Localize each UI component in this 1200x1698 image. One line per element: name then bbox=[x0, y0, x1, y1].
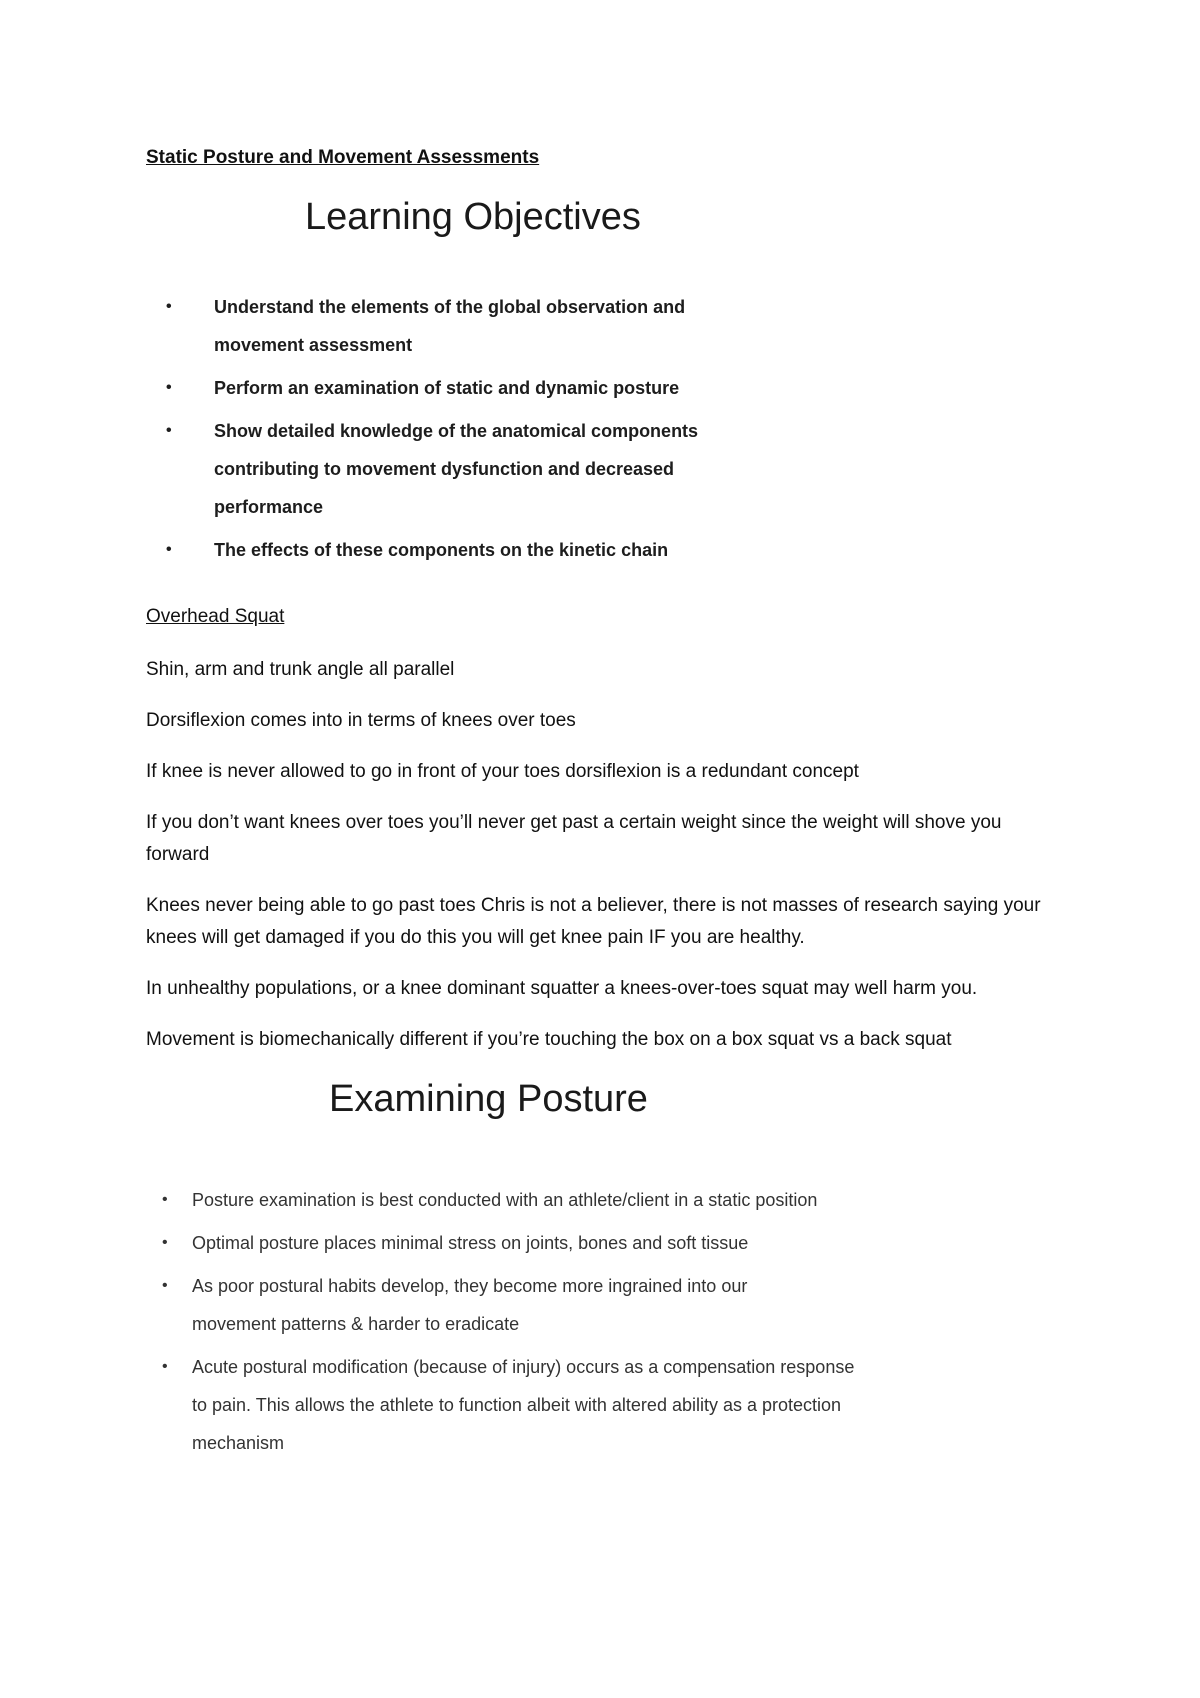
bullet-icon: • bbox=[166, 422, 172, 439]
list-item-text: Optimal posture places minimal stress on joints, bones and soft tissue bbox=[192, 1233, 749, 1253]
bullet-icon: • bbox=[162, 1234, 168, 1251]
paragraph: In unhealthy populations, or a knee dominant squatter a knees-over-toes squat may well harm you. bbox=[146, 978, 978, 999]
paragraph: Knees never being able to go past toes Chris is not a believer, there is not masses of research saying your knees will get damaged if you do this you will get knee pain IF you are healthy. bbox=[146, 895, 1041, 948]
overhead-squat-heading: Overhead Squat bbox=[146, 606, 285, 627]
list-item-text: Perform an examination of static and dynamic posture bbox=[214, 378, 680, 398]
list-item bbox=[166, 412, 754, 526]
paragraph: Shin, arm and trunk angle all parallel bbox=[146, 659, 455, 680]
bullet-icon: • bbox=[166, 298, 172, 315]
examining-posture-list bbox=[162, 1181, 862, 1467]
list-item-text: Acute postural modification (because of injury) occurs as a compensation response to pain. This allows the athlete to function albeit with altered ability as a protection mechanism bbox=[192, 1357, 855, 1453]
paragraph: Dorsiflexion comes into in terms of knees over toes bbox=[146, 710, 576, 731]
bullet-icon: • bbox=[162, 1191, 168, 1208]
list-item-text: The effects of these components on the kinetic chain bbox=[214, 540, 669, 560]
list-item bbox=[162, 1224, 862, 1262]
learning-objectives-list bbox=[166, 288, 726, 574]
paragraph: If knee is never allowed to go in front of your toes dorsiflexion is a redundant concept bbox=[146, 761, 859, 782]
list-item-text: Understand the elements of the global observation and movement assessment bbox=[214, 297, 686, 355]
bullet-icon: • bbox=[166, 379, 172, 396]
learning-objectives-heading: Learning Objectives bbox=[305, 196, 641, 238]
list-item bbox=[162, 1181, 832, 1219]
document-title: Static Posture and Movement Assessments bbox=[146, 147, 540, 168]
list-item bbox=[162, 1267, 832, 1343]
bullet-icon: • bbox=[166, 541, 172, 558]
list-item-text: As poor postural habits develop, they become more ingrained into our movement patterns & harder to eradicate bbox=[192, 1276, 748, 1334]
list-item-text: Show detailed knowledge of the anatomical components contributing to movement dysfunction and decreased performance bbox=[214, 421, 699, 517]
paragraph: Movement is biomechanically different if you’re touching the box on a box squat vs a back squat bbox=[146, 1029, 952, 1050]
paragraph: If you don’t want knees over toes you’ll never get past a certain weight since the weight will shove you forward bbox=[146, 812, 1002, 865]
list-item bbox=[166, 369, 726, 407]
list-item bbox=[166, 531, 726, 569]
list-item bbox=[166, 288, 734, 364]
bullet-icon: • bbox=[162, 1358, 168, 1375]
list-item bbox=[162, 1348, 862, 1462]
list-item-text: Posture examination is best conducted with an athlete/client in a static position bbox=[192, 1190, 818, 1210]
bullet-icon: • bbox=[162, 1277, 168, 1294]
examining-posture-heading: Examining Posture bbox=[329, 1078, 648, 1120]
